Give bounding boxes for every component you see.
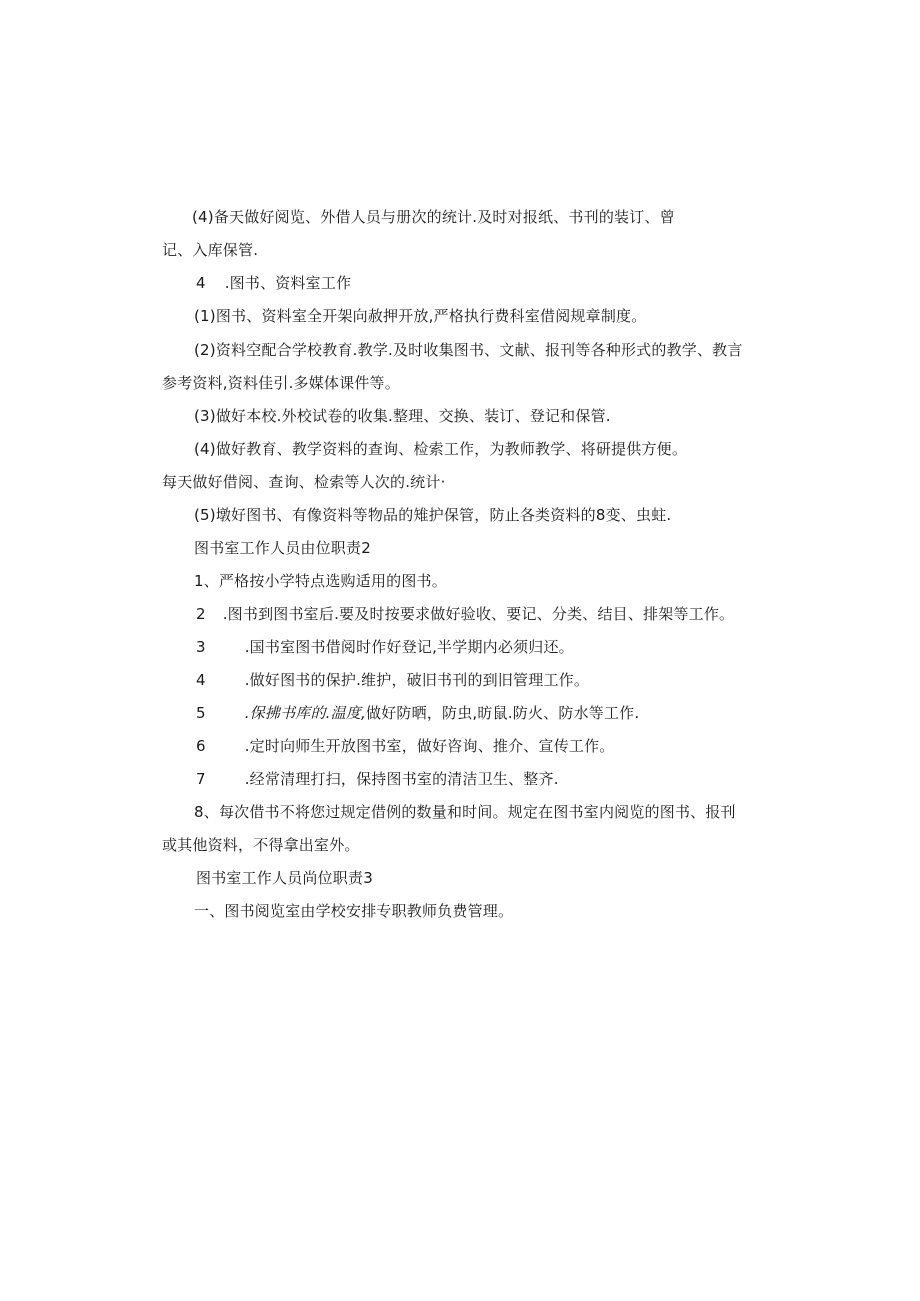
section-title: 图书室工作人员尚位职责3 bbox=[196, 869, 373, 887]
paragraph-line: 记、入库保管. bbox=[162, 241, 259, 259]
list-item-number: 2 bbox=[196, 605, 206, 623]
paragraph-line: (4)备天做好阅览、外借人员与册次的统计.及时对报纸、书刊的装订、曾 bbox=[192, 208, 675, 226]
list-item bbox=[196, 637, 574, 657]
list-item bbox=[196, 604, 734, 624]
section-number: 4 bbox=[196, 274, 206, 292]
list-item-number: 5 bbox=[196, 704, 206, 722]
paragraph-line: 一、图书阅览室由学校安排专职教师负费管理。 bbox=[194, 902, 514, 920]
list-item-number: 3 bbox=[196, 638, 206, 656]
section-title: .图书、资料室工作 bbox=[224, 274, 352, 292]
list-item bbox=[196, 736, 615, 756]
list-item-text: .定时向师生开放图书室，做好咨询、推介、宣传工作。 bbox=[244, 737, 615, 755]
section-title: 图书室工作人员由位职责2 bbox=[194, 539, 371, 557]
list-item-text: .国书室图书借阅时作好登记,半学期内必须归还。 bbox=[244, 638, 574, 656]
list-item-text: 做好防晒，防虫,昉鼠.防火、防水等工作. bbox=[366, 704, 640, 722]
list-item-text-italic: .保拂书库的.温度, bbox=[244, 704, 367, 722]
paragraph-line: 或其他资料，不得拿出室外。 bbox=[162, 836, 360, 854]
paragraph-line: (3)做好本校.外校试卷的收集.整理、交换、装订、登记和保管. bbox=[194, 407, 611, 425]
section-heading bbox=[196, 273, 351, 293]
paragraph-line: (2)资料空配合学校教育.教学.及时收集图书、文献、报刊等各种形式的教学、教言 bbox=[194, 341, 743, 359]
list-item bbox=[196, 670, 589, 690]
paragraph-line: 参考资料,资料佳引.多媒体课件等。 bbox=[162, 374, 400, 392]
paragraph-line: (1)图书、资料室全开架向赦押开放,严格执行费科室借阅规章制度。 bbox=[194, 307, 647, 325]
paragraph-line: (5)墩好图书、有像资料等物品的雉护保管，防止各类资料的8变、虫蛀. bbox=[194, 506, 672, 524]
list-item-number: 7 bbox=[196, 770, 206, 788]
list-item-number: 6 bbox=[196, 737, 206, 755]
list-item-number: 4 bbox=[196, 671, 206, 689]
list-item: 1、严格按小学特点选购适用的图书。 bbox=[194, 572, 447, 590]
list-item-text: .经常清理打扫，保持图书室的清洁卫生、整齐. bbox=[244, 770, 559, 788]
paragraph-line: 每天做好借阅、查询、检索等人次的.统计· bbox=[162, 473, 446, 491]
list-item-text: .做好图书的保护.维护，破旧书刊的到旧管理工作。 bbox=[244, 671, 590, 689]
paragraph-line: 8、每次借书不将您过规定借例的数量和时间。规定在图书室内阅览的图书、报刊 bbox=[194, 803, 736, 821]
list-item bbox=[196, 769, 559, 789]
list-item-text: .图书到图书室后.要及时按要求做好验收、要记、分类、结目、排架等工作。 bbox=[222, 605, 735, 623]
paragraph-line: (4)做好教育、教学资料的查询、检索工作，为教师教学、将研提供方便。 bbox=[194, 440, 688, 458]
list-item bbox=[196, 703, 639, 723]
